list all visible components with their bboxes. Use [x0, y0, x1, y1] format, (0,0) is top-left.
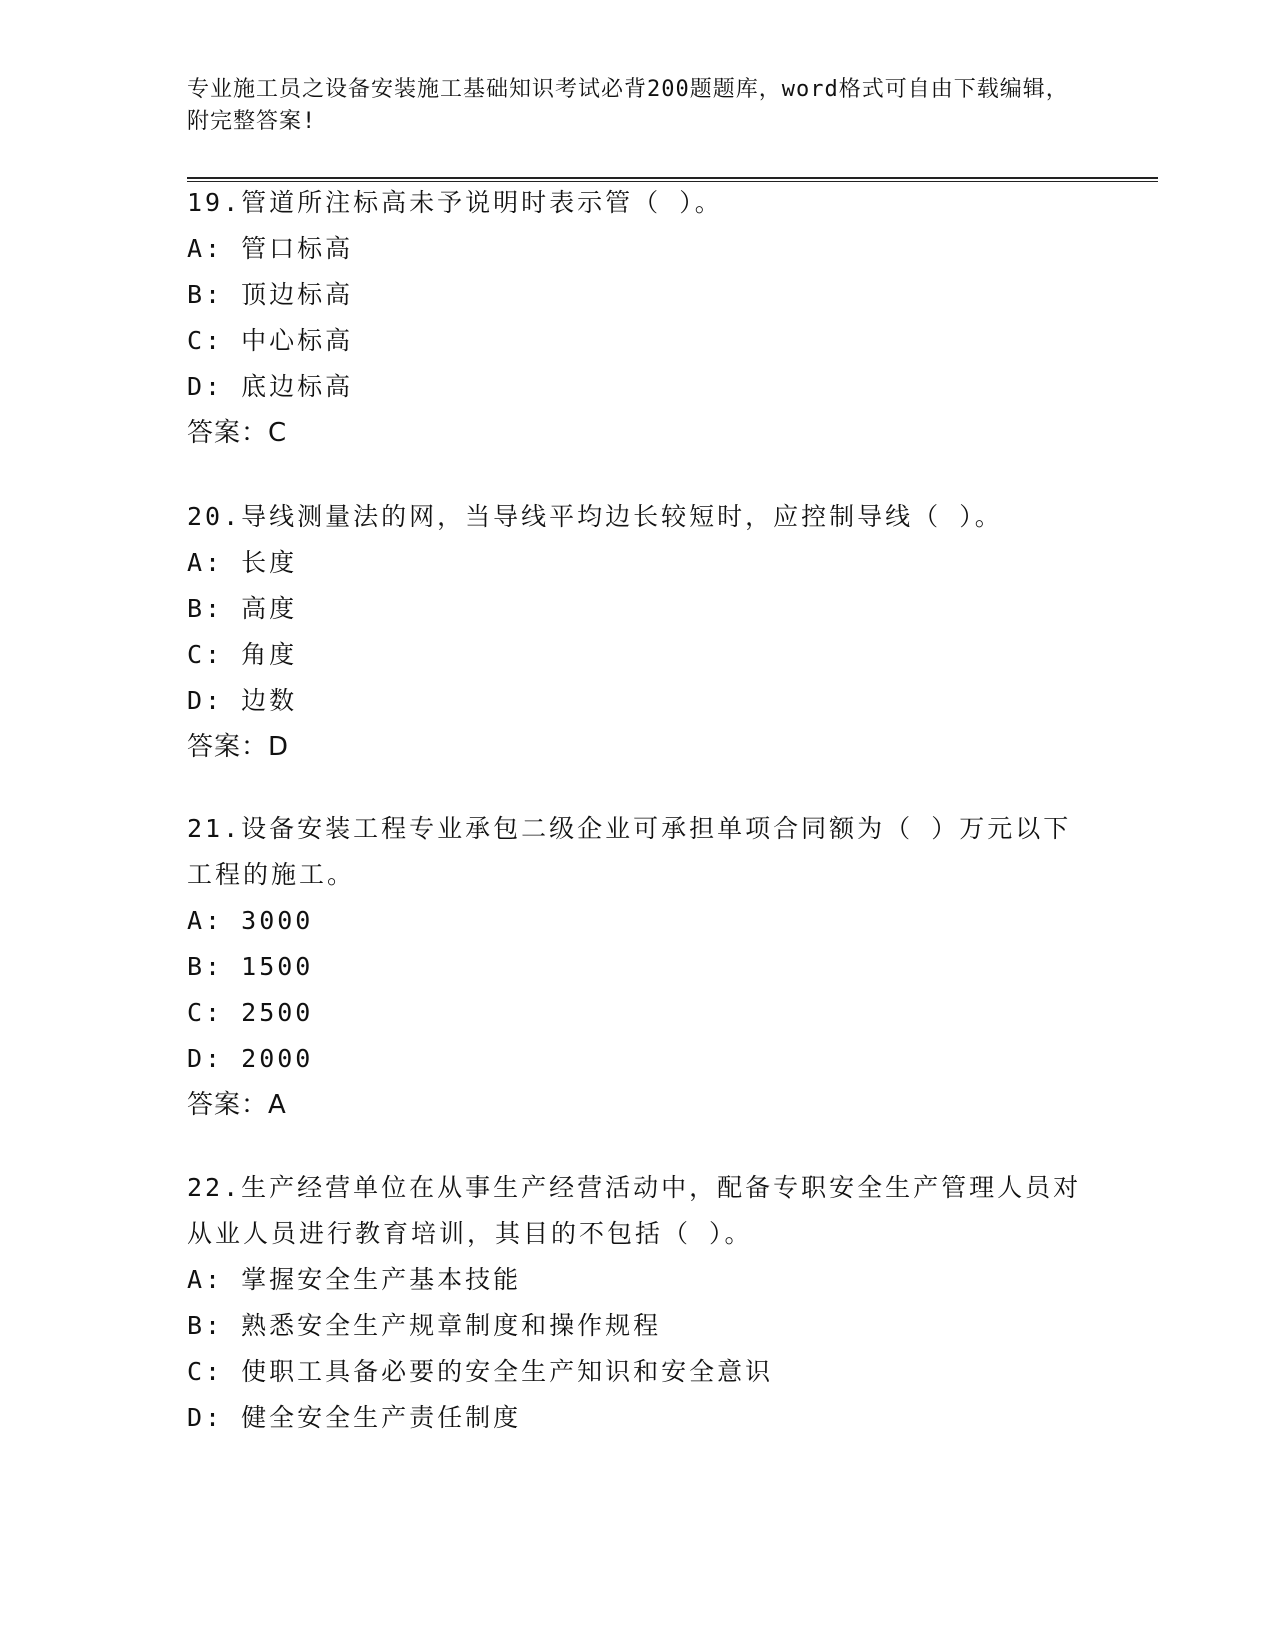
option-d: D: 2000	[187, 1044, 314, 1073]
question-stem: 19.管道所注标高未予说明时表示管（ ）。	[187, 188, 723, 217]
option-d: D: 健全安全生产责任制度	[187, 1403, 522, 1432]
answer-label: 答案：A	[187, 1090, 287, 1120]
answer-label: 答案：D	[187, 732, 290, 762]
option-b: B: 1500	[187, 952, 314, 981]
document-header: 专业施工员之设备安装施工基础知识考试必背200题题库，word格式可自由下载编辑，附完整答案!	[187, 77, 1069, 134]
answer-label: 答案：C	[187, 418, 288, 448]
option-b: B: 高度	[187, 594, 298, 623]
question-22	[187, 1165, 1087, 1441]
option-d: D: 边数	[187, 686, 298, 715]
question-21	[187, 806, 1087, 1128]
option-d: D: 底边标高	[187, 372, 354, 401]
option-a: A: 长度	[187, 548, 298, 577]
question-stem: 21.设备安装工程专业承包二级企业可承担单项合同额为（ ）万元以下工程的施工。	[187, 814, 1072, 889]
question-stem: 20.导线测量法的网，当导线平均边长较短时，应控制导线（ ）。	[187, 502, 1003, 531]
option-c: C: 中心标高	[187, 326, 354, 355]
option-a: A: 3000	[187, 906, 314, 935]
question-stem: 22.生产经营单位在从事生产经营活动中，配备专职安全生产管理人员对从业人员进行教育培训，其目的不包括（ ）。	[187, 1173, 1082, 1248]
question-20	[187, 494, 1087, 770]
question-19	[187, 180, 1087, 456]
option-c: C: 角度	[187, 640, 298, 669]
option-c: C: 2500	[187, 998, 314, 1027]
option-c: C: 使职工具备必要的安全生产知识和安全意识	[187, 1357, 774, 1386]
option-b: B: 熟悉安全生产规章制度和操作规程	[187, 1311, 662, 1340]
option-a: A: 掌握安全生产基本技能	[187, 1265, 522, 1294]
option-b: B: 顶边标高	[187, 280, 354, 309]
option-a: A: 管口标高	[187, 234, 354, 263]
